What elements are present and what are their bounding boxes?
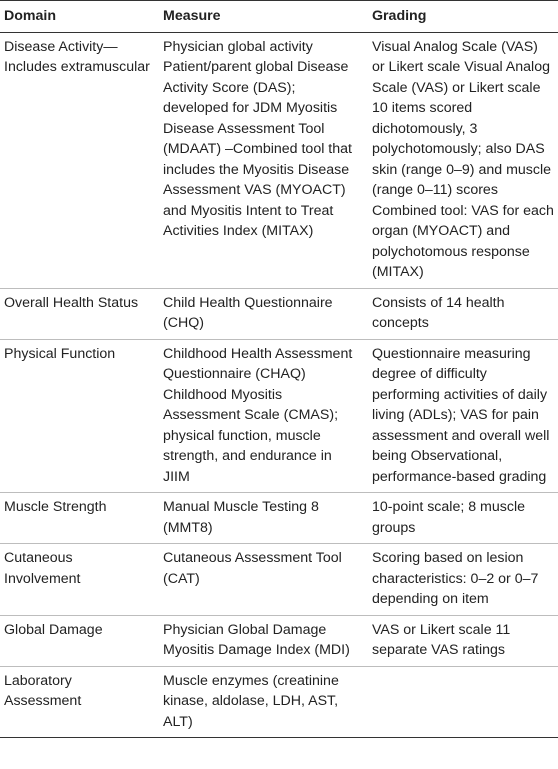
cell-domain: Cutaneous Involvement bbox=[0, 544, 155, 616]
table-row bbox=[0, 339, 558, 493]
cell-domain: Physical Function bbox=[0, 339, 155, 493]
table-row bbox=[0, 288, 558, 339]
cell-grading: Consists of 14 health concepts bbox=[360, 288, 558, 339]
cell-measure: Child Health Questionnaire (CHQ) bbox=[155, 288, 360, 339]
header-grading: Grading bbox=[360, 1, 558, 33]
cell-domain: Overall Health Status bbox=[0, 288, 155, 339]
header-measure: Measure bbox=[155, 1, 360, 33]
cell-measure: Muscle enzymes (creatinine kinase, aldolase, LDH, AST, ALT) bbox=[155, 666, 360, 738]
table-row bbox=[0, 32, 558, 288]
header-row bbox=[0, 1, 558, 33]
table-row bbox=[0, 493, 558, 544]
cell-measure: Physician Global Damage Myositis Damage Index (MDI) bbox=[155, 615, 360, 666]
cell-grading: Questionnaire measuring degree of difficulty performing activities of daily living (ADLs); VAS for pain assessment and overall well being Observational, performance-based grading bbox=[360, 339, 558, 493]
cell-measure: Physician global activity Patient/parent global Disease Activity Score (DAS); developed for JDM Myositis Disease Assessment Tool (MDAAT) –Combined tool that includes the Myositis Disease Assessment VAS (MYOACT) and Myositis Intent to Treat Activities Index (MITAX) bbox=[155, 32, 360, 288]
cell-domain: Laboratory Assessment bbox=[0, 666, 155, 738]
cell-domain: Muscle Strength bbox=[0, 493, 155, 544]
table-body bbox=[0, 32, 558, 738]
cell-measure: Childhood Health Assessment Questionnaire (CHAQ) Childhood Myositis Assessment Scale (CMAS); physical function, muscle strength, and endurance in JIIM bbox=[155, 339, 360, 493]
cell-grading: Visual Analog Scale (VAS) or Likert scale Visual Analog Scale (VAS) or Likert scale 10 items scored dichotomously, 3 polychotomously; also DAS skin (range 0–9) and muscle (range 0–11) scores Combined tool: VAS for each organ (MYOACT) and polychotomous response (MITAX) bbox=[360, 32, 558, 288]
cell-grading: Scoring based on lesion characteristics: 0–2 or 0–7 depending on item bbox=[360, 544, 558, 616]
table-row bbox=[0, 615, 558, 666]
header-domain: Domain bbox=[0, 1, 155, 33]
cell-measure: Manual Muscle Testing 8 (MMT8) bbox=[155, 493, 360, 544]
table-row bbox=[0, 544, 558, 616]
table-header bbox=[0, 1, 558, 33]
cell-grading: 10-point scale; 8 muscle groups bbox=[360, 493, 558, 544]
table-row bbox=[0, 666, 558, 738]
cell-measure: Cutaneous Assessment Tool (CAT) bbox=[155, 544, 360, 616]
cell-grading bbox=[360, 666, 558, 738]
cell-grading: VAS or Likert scale 11 separate VAS ratings bbox=[360, 615, 558, 666]
cell-domain: Global Damage bbox=[0, 615, 155, 666]
cell-domain: Disease Activity—Includes extramuscular bbox=[0, 32, 155, 288]
